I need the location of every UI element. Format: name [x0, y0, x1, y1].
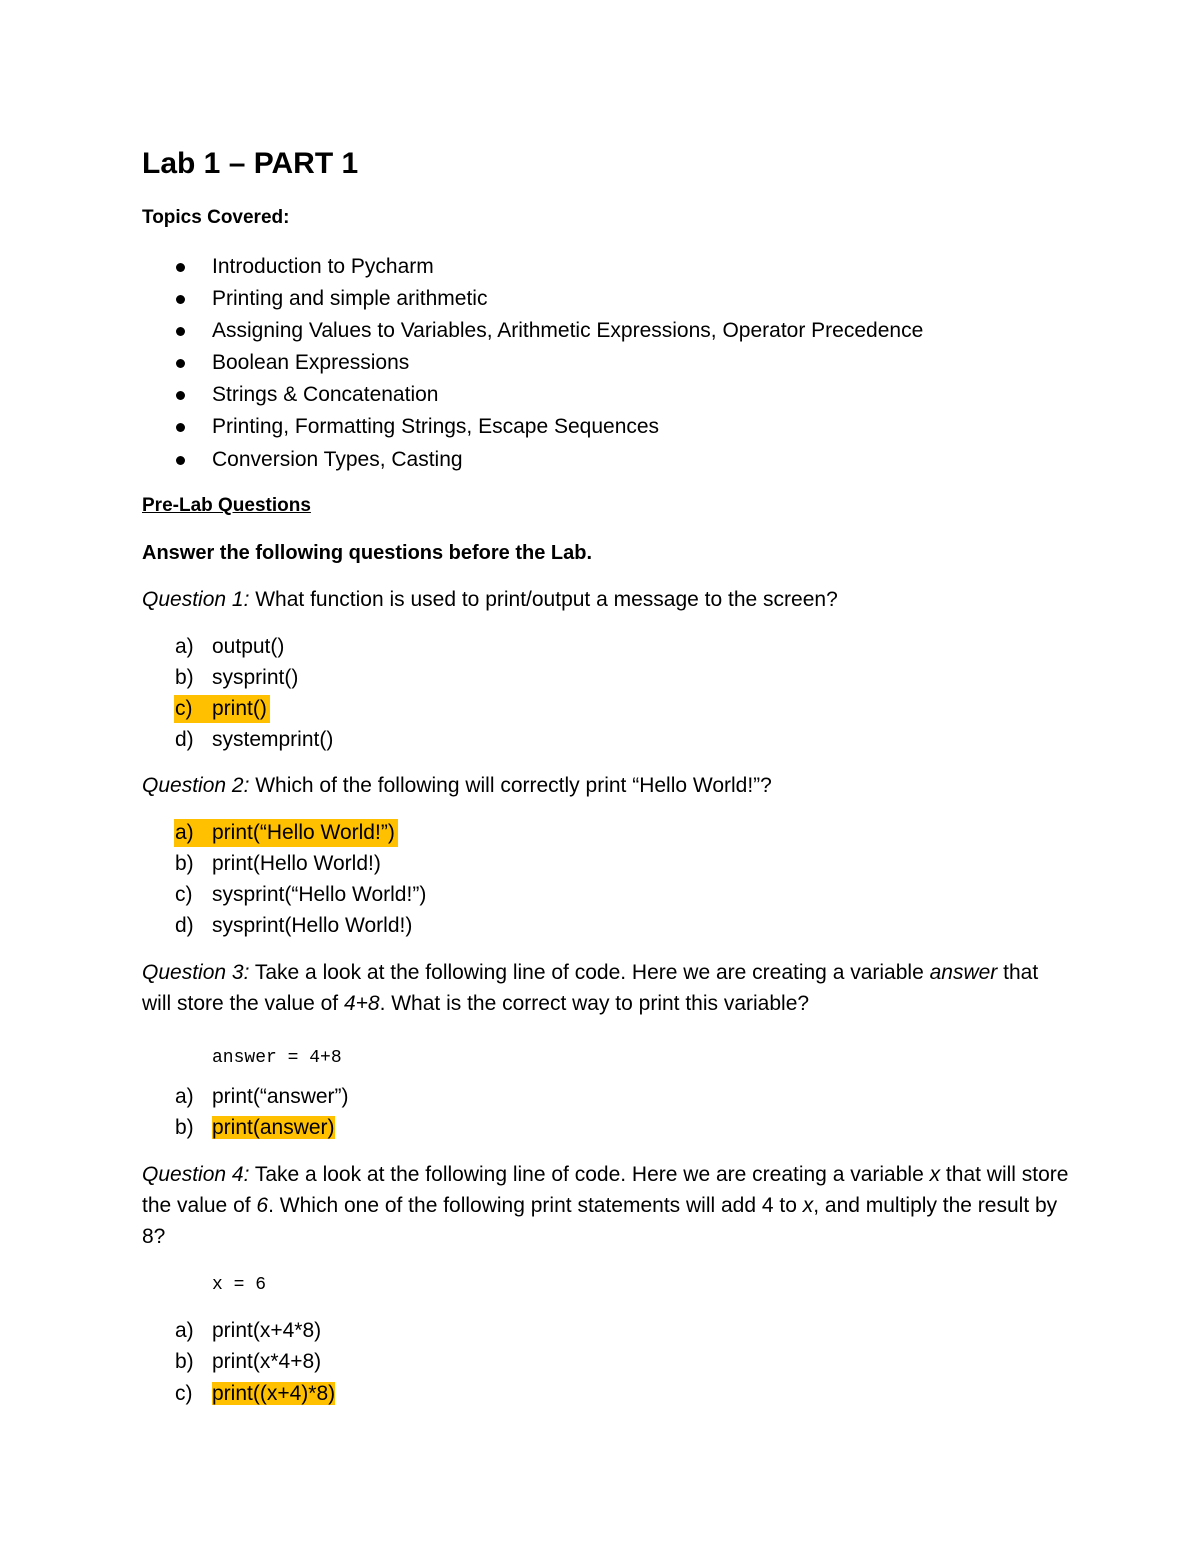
- prelab-instruction: Answer the following questions before the Lab.: [142, 542, 593, 564]
- code-snippet: x = 6: [212, 1275, 267, 1295]
- q2-option-c: c) sysprint(“Hello World!”): [175, 883, 427, 906]
- q3-option-b-correct: b) print(answer): [175, 1116, 335, 1139]
- bullet-icon: [176, 327, 185, 336]
- q2-option-b: b) print(Hello World!): [175, 852, 381, 875]
- document-page: Lab 1 – PART 1 Topics Covered: Introduction to Pycharm Printing and simple arithmetic Assigning Values to Variables, Arithmetic Expressions, Operator Precedence Boolean Expressions Strings & Concatenation Printing, Formatting Strings, Escape Sequences Conversion Types, Casting Pre-Lab Questions Answer the following questions before the Lab. Question 1: What function is used to print/output a message to the screen? a) output() b) sysprint() c) print() d) systemprint() Question 2: Which of the following will correctly print “Hello World!”? a) print(“Hello World!”) b) print(Hello World!) c) sysprint(“Hello World!”) d) sysprint(Hello World!) Question 3: Take a look at the following line of code. Here we are creating a variable answer that will store the value of 4+8. What is the correct way to print this variable? answer = 4+8 a) print(“answer”) b) print(answer) Question 4: Take a look at the following line of code. Here we are creating a variable x that will store the value of 6. Which one of the following print statements will add 4 to x, and multiply the result by 8? x = 6 a) print(x+4*8) b) print(x*4+8) c) print((x+4)*8): [0, 0, 1200, 1553]
- bullet-icon: [176, 359, 185, 368]
- bullet-icon: [176, 391, 185, 400]
- question-label: Question 3:: [142, 961, 250, 984]
- question-2-text: Question 2: Which of the following will correctly print “Hello World!”?: [142, 774, 772, 797]
- q4-option-c-correct: c) print((x+4)*8): [175, 1382, 336, 1405]
- question-label: Question 4:: [142, 1163, 250, 1186]
- question-3-text: Question 3: Take a look at the following line of code. Here we are creating a variable answer that will store the value of 4+8. What is the correct way to print this variable?: [142, 961, 1039, 1015]
- prelab-heading: Pre-Lab Questions: [142, 495, 311, 516]
- topics-covered-label: Topics Covered:: [142, 207, 290, 228]
- question-label: Question 2:: [142, 774, 250, 797]
- q4-option-b: b) print(x*4+8): [175, 1350, 322, 1373]
- q2-option-a-correct: a) print(“Hello World!”): [174, 819, 398, 847]
- question-label: Question 1:: [142, 588, 250, 611]
- page-title: Lab 1 – PART 1: [142, 147, 359, 180]
- q1-option-a: a) output(): [175, 635, 285, 658]
- q3-option-a: a) print(“answer”): [175, 1085, 349, 1108]
- q4-option-a: a) print(x+4*8): [175, 1319, 322, 1342]
- bullet-icon: [176, 295, 185, 304]
- bullet-icon: [176, 456, 185, 465]
- q1-option-d: d) systemprint(): [175, 728, 334, 751]
- question-4-text: Question 4: Take a look at the following line of code. Here we are creating a variable x that will store the value of 6. Which one of the following print statements will add 4 to x, and multiply the result by 8?: [142, 1163, 1069, 1248]
- q1-option-c-correct: c) print(): [174, 695, 270, 723]
- q1-option-b: b) sysprint(): [175, 666, 299, 689]
- question-1-text: Question 1: What function is used to print/output a message to the screen?: [142, 588, 838, 611]
- bullet-icon: [176, 263, 185, 272]
- bullet-icon: [176, 423, 185, 432]
- code-snippet: answer = 4+8: [212, 1048, 342, 1068]
- q2-option-d: d) sysprint(Hello World!): [175, 914, 413, 937]
